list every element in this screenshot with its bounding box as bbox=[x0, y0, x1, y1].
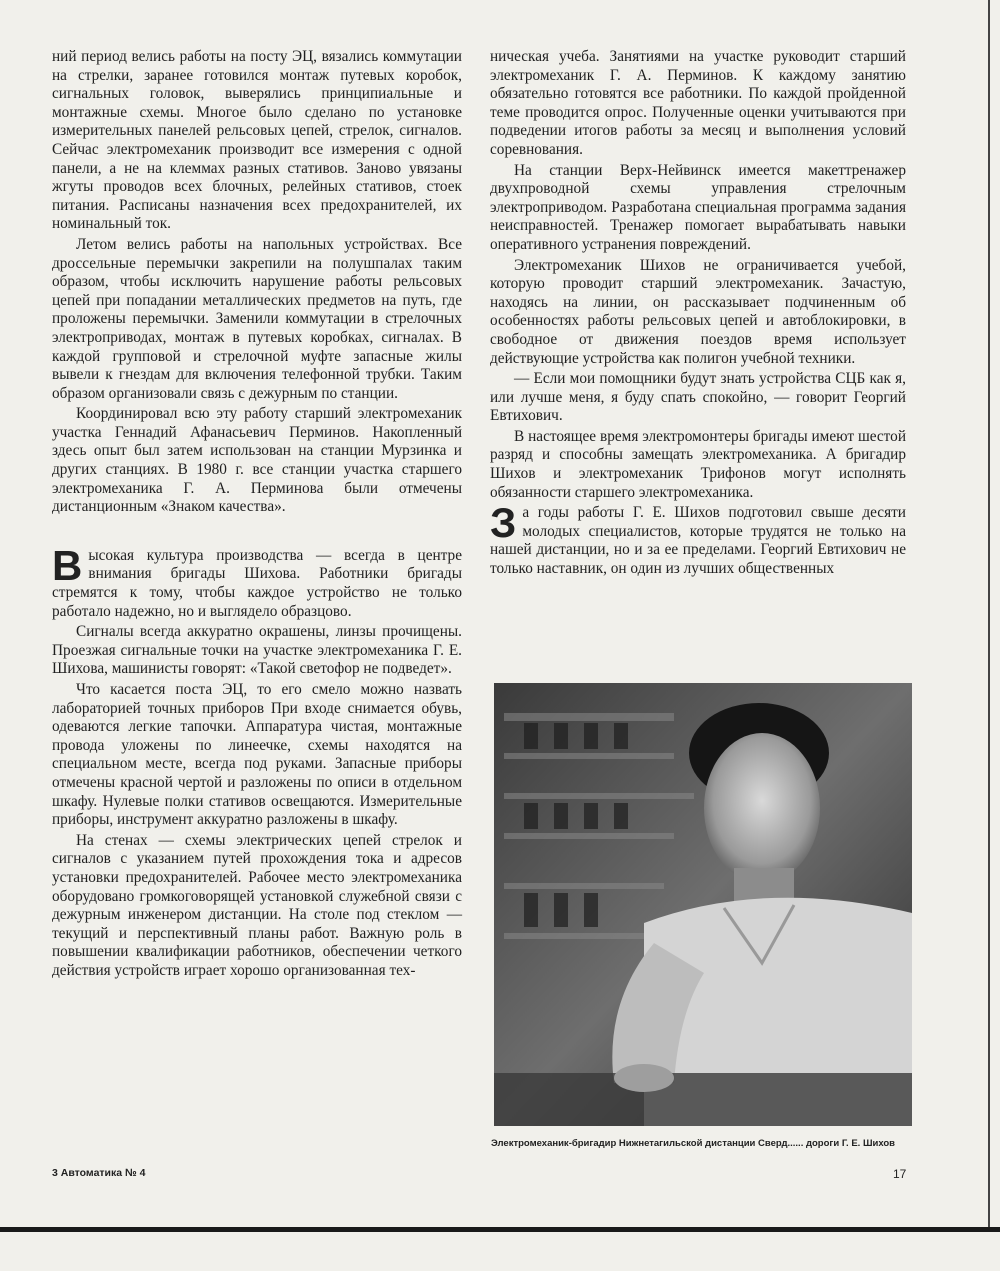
paragraph-text: а годы работы Г. Е. Шихов подготовил свыше десяти молодых специалистов, которые трудятся не только на нашей дистанции, но и за ее пределами. Георгий Евтихович не только наставник, он один из лучших общественных bbox=[490, 504, 906, 578]
photo-caption: Электромеханик-бригадир Нижнетагильской дистанции Сверд...... дороги Г. Е. Шихов bbox=[491, 1138, 896, 1149]
paragraph: В настоящее время электромонтеры бригады имеют шестой разряд и способны замещать электромеханика. А бригадир Шихов и электромеханик Трифонов могут исполнять обязанности старшего электромеханика. bbox=[490, 427, 906, 501]
paragraph-with-dropcap bbox=[490, 499, 906, 578]
page-edge-line bbox=[988, 0, 990, 1230]
drop-cap: З bbox=[490, 499, 517, 547]
journal-footer: 3 Автоматика № 4 bbox=[52, 1167, 146, 1179]
photo-image bbox=[494, 683, 912, 1126]
portrait-photo bbox=[494, 683, 912, 1126]
paragraph: На стенах — схемы электрических цепей стрелок и сигналов с указанием путей прохождения тока и адресов установки предохранителей. Рабочее место электромеханика оборудовано громкоговорящей установкой служебной связи с дежурным инженером дистанции. На столе под стеклом — текущий и перспективный планы работ. Важную роль в повышении квалификации работников, обеспечении четкого действия устройств играет хорошо организованная тех- bbox=[52, 831, 462, 979]
paragraph: ний период велись работы на посту ЭЦ, вязались коммутации на стрелки, заранее готовился монтаж путевых коробок, сигнальных головок, выверялись принципиальные и монтажные схемы. Многое было сделано по установке измерительных панелей рельсовых цепей, стрелок, сигналов. Сейчас электромеханик производит все измерения с одной панели, а не на клеммах разных стативов. Заново увязаны жгуты проводов всех блочных, релейных стативов, стоек питания. Расписаны назначения всех предохранителей, их номинальный ток. bbox=[52, 48, 462, 233]
left-column bbox=[52, 48, 462, 983]
paragraph: Летом велись работы на напольных устройствах. Все дроссельные перемычки закрепили на полушпалах таким образом, чтобы исключить нарушение работы рельсовых цепей при попадании металлических предметов на путь, где проложены перемычки. Заменили коммутации в стрелочных электроприводах, монтаж в путевых коробках, сигналах. В каждой групповой и стрелочной муфте запасные жилы вывели к гнездам для включения телефонной трубки. Таким образом организовали связь с дежурным по станции. bbox=[52, 235, 462, 402]
paragraph: — Если мои помощники будут знать устройства СЦБ как я, или лучше меня, я буду спать спокойно, — говорит Георгий Евтихович. bbox=[490, 370, 906, 425]
paragraph: Координировал всю эту работу старший электромеханик участка Геннадий Афанасьевич Перминов. Накопленный здесь опыт был затем использован на станции Мурзинка и других станциях. В 1980 г. все станции участка старшего электромеханика Г. А. Перминова были отмечены дистанционным «Знаком качества». bbox=[52, 405, 462, 516]
paragraph: На станции Верх-Нейвинск имеется макеттренажер двухпроводной схемы управления стрелочным электроприводом. Разработана специальная программа задания неисправностей. Тренажер помогает вырабатывать навыки оперативного устранения повреждений. bbox=[490, 161, 906, 253]
paragraph: Сигналы всегда аккуратно окрашены, линзы прочищены. Проезжая сигнальные точки на участке электромеханика Г. Е. Шихова, машинисты говорят: «Такой светофор не подведет». bbox=[52, 623, 462, 678]
bottom-rule bbox=[0, 1227, 1000, 1232]
page-number: 17 bbox=[893, 1167, 907, 1181]
paragraph: Что касается поста ЭЦ, то его смело можно назвать лабораторией точных приборов При входе снимается обувь, одеваются легкие тапочки. Аппаратура чистая, монтажные провода уложены по линеечке, схемы находятся на специальном месте, всегда под руками. Запасные приборы отмечены красной чертой и разложены по описи в отдельном шкафу. Нулевые полки стативов освещаются. Измерительные приборы, инструмент аккуратно разложены в шкафу. bbox=[52, 681, 462, 829]
right-column bbox=[490, 48, 906, 581]
paragraph: Электромеханик Шихов не ограничивается учебой, которую проводит старший электромеханик. Зачастую, находясь на линии, он рассказывает подчиненным об особенностях работы рельсовых цепей и автоблокировки, в свободное от движения поездов время использует действующие устройства как полигон учебной техники. bbox=[490, 256, 906, 367]
paragraph: ническая учеба. Занятиями на участке руководит старший электромеханик Г. А. Перминов. К каждому занятию обязательно готовятся все работники. По каждой пройденной теме проводится опрос. Полученные оценки учитываются при подведении итогов работы за месяц и выполнения условий соревнования. bbox=[490, 48, 906, 158]
drop-cap: В bbox=[52, 541, 83, 589]
paragraph-text: ысокая культура производства — всегда в центре внимания бригады Шихова. Работники бригады стремятся к тому, чтобы каждое устройство не только работало надежно, но и выглядело образцово. bbox=[52, 546, 462, 620]
paragraph-with-dropcap bbox=[52, 541, 462, 621]
